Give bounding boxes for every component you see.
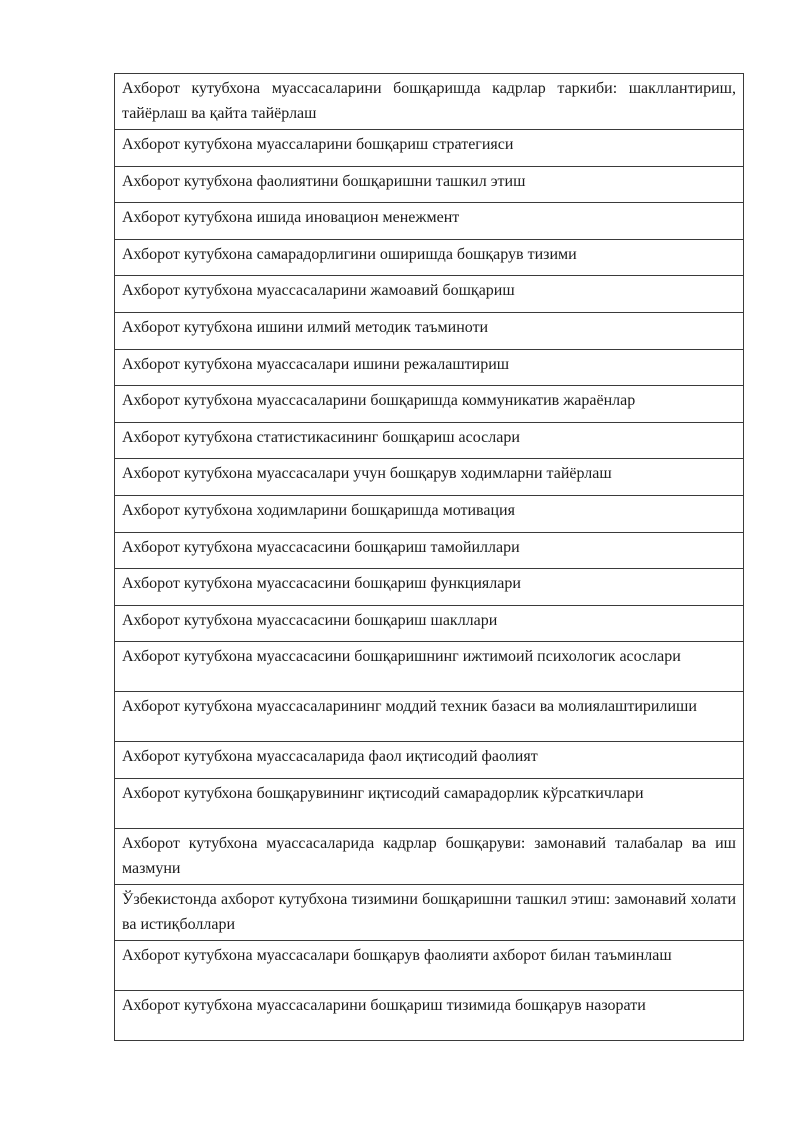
topic-cell: Ахборот кутубхона муассасаларини жамоавий бошқариш [115, 276, 744, 313]
table-row [115, 166, 744, 203]
topic-cell: Ахборот кутубхона муассасаларини бошқаришда коммуникатив жараёнлар [115, 386, 744, 423]
table-row [115, 940, 744, 990]
topic-cell: Ахборот кутубхона ишида иновацион менежмент [115, 203, 744, 240]
topic-cell: Ахборот кутубхона самарадорлигини оширишда бошқарув тизими [115, 239, 744, 276]
table-row [115, 130, 744, 167]
table-row [115, 459, 744, 496]
topic-cell: Ахборот кутубхона муассасаларида фаол иқтисодий фаолият [115, 742, 744, 779]
topic-cell: Ахборот кутубхона муассасалари учун бошқарув ходимларни тайёрлаш [115, 459, 744, 496]
table-row [115, 386, 744, 423]
table-row [115, 203, 744, 240]
table-row [115, 642, 744, 692]
topic-cell: Ахборот кутубхона статистикасининг бошқариш асослари [115, 422, 744, 459]
topic-cell: Ахборот кутубхона муассасасини бошқариш функциялари [115, 569, 744, 606]
table-row [115, 349, 744, 386]
topic-cell: Ахборот кутубхона муассасалари бошқарув фаолияти ахборот билан таъминлаш [115, 940, 744, 990]
table-row [115, 828, 744, 884]
topic-cell: Ахборот кутубхона фаолиятини бошқаришни ташкил этиш [115, 166, 744, 203]
topic-cell: Ахборот кутубхона муассасасини бошқаришнинг ижтимоий психологик асослари [115, 642, 744, 692]
topic-cell: Ахборот кутубхона муассасаларининг моддий техник базаси ва молиялаштирилиши [115, 692, 744, 742]
table-row [115, 495, 744, 532]
table-row [115, 422, 744, 459]
topic-cell: Ўзбекистонда ахборот кутубхона тизимини бошқаришни ташкил этиш: замонавий холати ва истиқболлари [115, 884, 744, 940]
topic-cell: Ахборот кутубхона муассасаларида кадрлар бошқаруви: замонавий талабалар ва иш мазмуни [115, 828, 744, 884]
table-row [115, 990, 744, 1040]
topic-cell: Ахборот кутубхона муассасалари ишини режалаштириш [115, 349, 744, 386]
table-row [115, 239, 744, 276]
table-row [115, 276, 744, 313]
table-row [115, 778, 744, 828]
table-row [115, 532, 744, 569]
table-row [115, 742, 744, 779]
topic-cell: Ахборот кутубхона муассасасини бошқариш шакллари [115, 605, 744, 642]
topic-cell: Ахборот кутубхона ишини илмий методик таъминоти [115, 312, 744, 349]
topic-cell: Ахборот кутубхона ходимларини бошқаришда мотивация [115, 495, 744, 532]
topic-cell: Ахборот кутубхона муассасаларини бошқаришда кадрлар таркиби: шакллантириш, тайёрлаш ва қайта тайёрлаш [115, 74, 744, 130]
topic-cell: Ахборот кутубхона муассасаларини бошқариш тизимида бошқарув назорати [115, 990, 744, 1040]
table-row [115, 74, 744, 130]
table-row [115, 312, 744, 349]
topics-table [114, 73, 744, 1041]
table-row [115, 884, 744, 940]
table-row [115, 605, 744, 642]
table-row [115, 569, 744, 606]
topic-cell: Ахборот кутубхона бошқарувининг иқтисодий самарадорлик кўрсаткичлари [115, 778, 744, 828]
topic-cell: Ахборот кутубхона муассаларини бошқариш стратегияси [115, 130, 744, 167]
topic-cell: Ахборот кутубхона муассасасини бошқариш тамойиллари [115, 532, 744, 569]
table-row [115, 692, 744, 742]
